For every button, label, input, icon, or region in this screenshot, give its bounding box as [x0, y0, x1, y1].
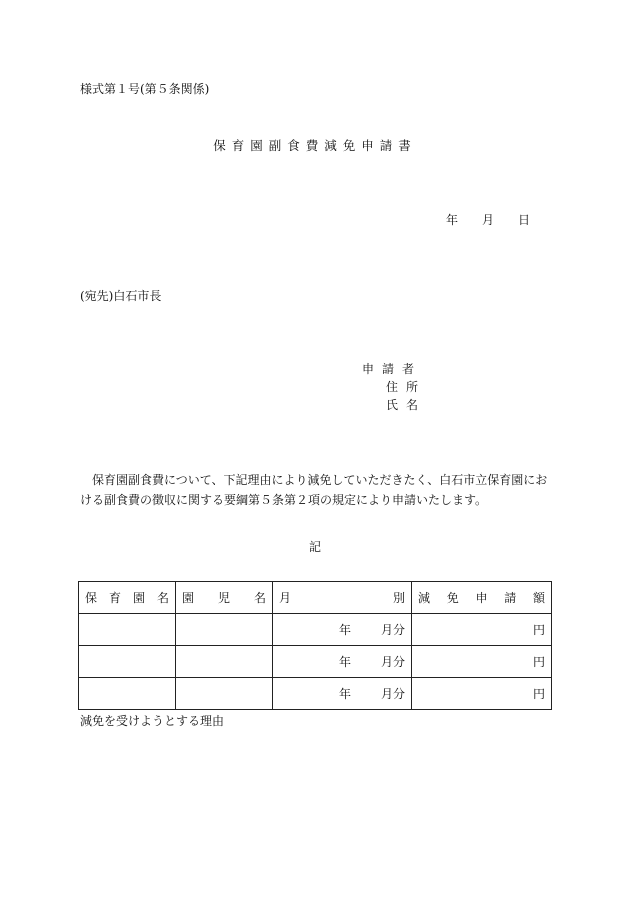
applicant-name-label: 氏名: [386, 398, 427, 412]
addressee: (宛先)白石市長: [80, 289, 162, 303]
table-row: [79, 678, 552, 710]
table-row: [79, 646, 552, 678]
cell-nursery[interactable]: [79, 614, 176, 646]
applicant-address-label: 住所: [386, 380, 427, 394]
cell-nursery[interactable]: [79, 678, 176, 710]
header-amount: 減免申請額: [412, 582, 552, 614]
form-number: 様式第１号(第５条関係): [80, 82, 210, 96]
ki-heading: 記: [308, 540, 321, 554]
cell-month[interactable]: 年 月分: [273, 678, 412, 710]
table-header-row: [79, 582, 552, 614]
header-month: [273, 582, 412, 614]
cell-nursery[interactable]: [79, 646, 176, 678]
cell-month[interactable]: 年 月分: [273, 646, 412, 678]
date-line: [446, 211, 530, 228]
cell-child[interactable]: [176, 614, 273, 646]
cell-month[interactable]: 年 月分: [273, 614, 412, 646]
cell-child[interactable]: [176, 646, 273, 678]
reason-label: 減免を受けようとする理由: [80, 714, 225, 728]
header-month-left: 月: [279, 591, 292, 605]
page-title: 保育園副食費減免申請書: [213, 138, 417, 153]
cell-child[interactable]: [176, 678, 273, 710]
header-child: 園児名: [176, 582, 273, 614]
date-month: 月: [482, 213, 495, 227]
body-text: 保育園副食費について、下記理由により減免していただきたく、白石市立保育園における副食費の徴収に関する要綱第５条第２項の規定により申請いたします。: [80, 473, 548, 507]
table-row: [79, 614, 552, 646]
applicant-block: [362, 360, 446, 414]
header-month-right: 別: [392, 591, 405, 605]
cell-amount[interactable]: 円: [412, 614, 552, 646]
reduction-table: [78, 581, 552, 710]
cell-amount[interactable]: 円: [412, 678, 552, 710]
applicant-label: 申請者: [362, 362, 423, 376]
cell-amount[interactable]: 円: [412, 646, 552, 678]
date-day: 日: [518, 213, 531, 227]
date-year: 年: [446, 213, 459, 227]
header-nursery: 保育園名: [79, 582, 176, 614]
